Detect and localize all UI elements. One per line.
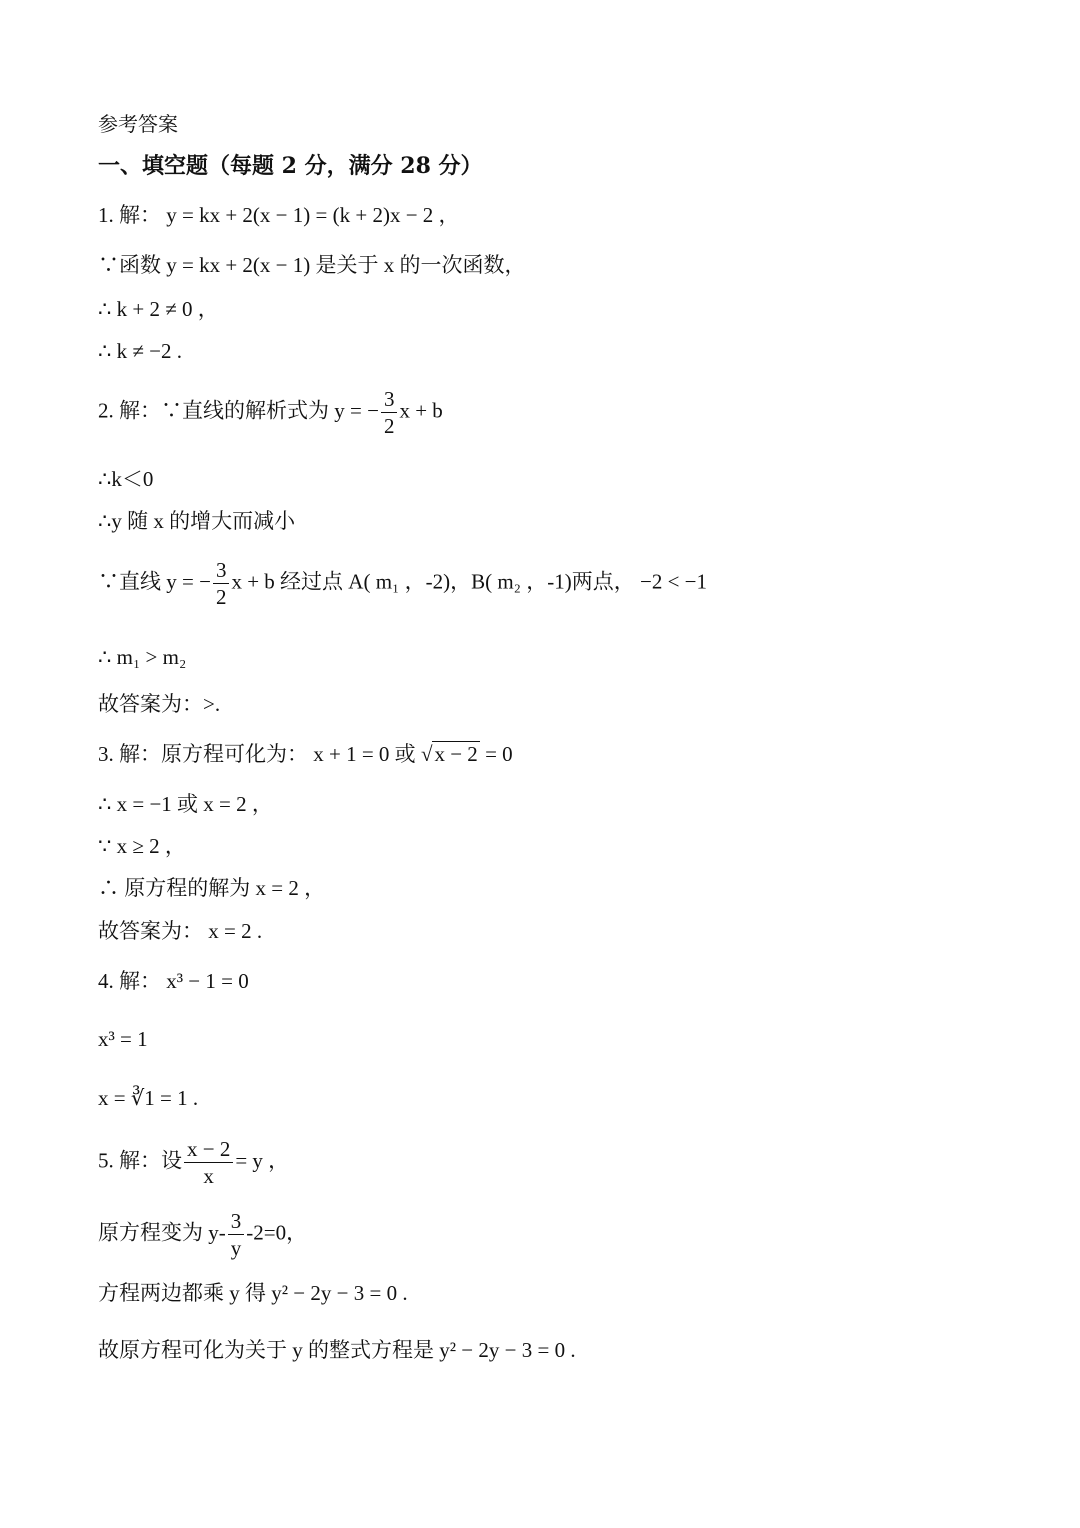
q3-line2: ∴ x = −1 或 x = 2 ， xyxy=(98,792,273,816)
q2-fraction-2 xyxy=(213,557,230,610)
q2-line4-post: x + b 经过点 A( m₁ ，-2)，B( m₂ ，-1)两点， −2 < −1 xyxy=(231,569,708,594)
q5-line3: 方程两边都乘 y 得 y² − 2y − 3 = 0 . xyxy=(98,1281,408,1305)
q2-frac-den: 2 xyxy=(383,414,395,438)
q1-line1: 1. 解： y = kx + 2(x − 1) = (k + 2)x − 2 ， xyxy=(98,203,460,227)
q5-line1 xyxy=(98,1136,289,1189)
q2-frac2-den: 2 xyxy=(215,585,227,609)
q2-line1-post: x + b xyxy=(399,398,443,423)
q1-line3: ∴ k + 2 ≠ 0 ， xyxy=(98,297,219,321)
answer-title: 参考答案 xyxy=(98,112,178,136)
q5-line2 xyxy=(98,1208,307,1261)
q5-line2-pre: 原方程变为 y- xyxy=(98,1220,226,1245)
q4-line2: x³ = 1 xyxy=(98,1027,148,1051)
q4-line1: 4. 解： x³ − 1 = 0 xyxy=(98,969,249,993)
q5-frac2-den: y xyxy=(230,1236,242,1260)
q2-line4 xyxy=(98,557,707,610)
q3-line1: 3. 解：原方程可化为： x + 1 = 0 或 √x − 2 = 0 xyxy=(98,742,513,766)
q5-line4: 故原方程可化为关于 y 的整式方程是 y² − 2y − 3 = 0 . xyxy=(98,1338,576,1362)
q3-sqrt: x − 2 xyxy=(434,742,478,766)
q1-line4: ∴ k ≠ −2 . xyxy=(98,339,182,363)
q2-frac-num: 3 xyxy=(381,386,398,413)
q3-line1-pre: 3. 解：原方程可化为： x + 1 = 0 或 xyxy=(98,742,416,766)
q2-fraction xyxy=(381,386,398,439)
q3-line5: 故答案为： x = 2 . xyxy=(98,919,263,943)
section-heading: 一、填空题（每题 2 分，满分 28 分） xyxy=(98,153,483,179)
q3-line4: ∴ 原方程的解为 x = 2 ， xyxy=(98,876,326,900)
q5-fraction xyxy=(184,1136,233,1189)
q2-line6: 故答案为：>. xyxy=(98,692,221,716)
q5-line1-post: = y ， xyxy=(235,1148,290,1173)
q3-line3: ∵ x ≥ 2 ， xyxy=(98,834,186,858)
q2-frac2-num: 3 xyxy=(213,557,230,584)
q2-line5: ∴ m₁ > m₂ xyxy=(98,645,187,669)
q5-line2-post: -2=0， xyxy=(246,1220,308,1245)
q2-line2: ∴k＜0 xyxy=(98,467,154,491)
q4-line3: x = ∛1 = 1 . xyxy=(98,1086,199,1110)
q2-line4-pre: ∵直线 y = − xyxy=(98,569,211,594)
q5-fraction-2 xyxy=(228,1208,245,1261)
q5-line1-pre: 5. 解：设 xyxy=(98,1148,182,1173)
q1-line2: ∵函数 y = kx + 2(x − 1) 是关于 x 的一次函数， xyxy=(98,253,526,277)
q2-line1 xyxy=(98,386,443,439)
q2-line1-pre: 2. 解：∵直线的解析式为 y = − xyxy=(98,398,379,423)
q5-frac-num: x − 2 xyxy=(184,1136,233,1163)
q2-line3: ∴y 随 x 的增大而减小 xyxy=(98,509,296,533)
q5-frac-den: x xyxy=(203,1164,214,1188)
q5-frac2-num: 3 xyxy=(228,1208,245,1235)
q3-line1-post: = 0 xyxy=(485,742,513,766)
